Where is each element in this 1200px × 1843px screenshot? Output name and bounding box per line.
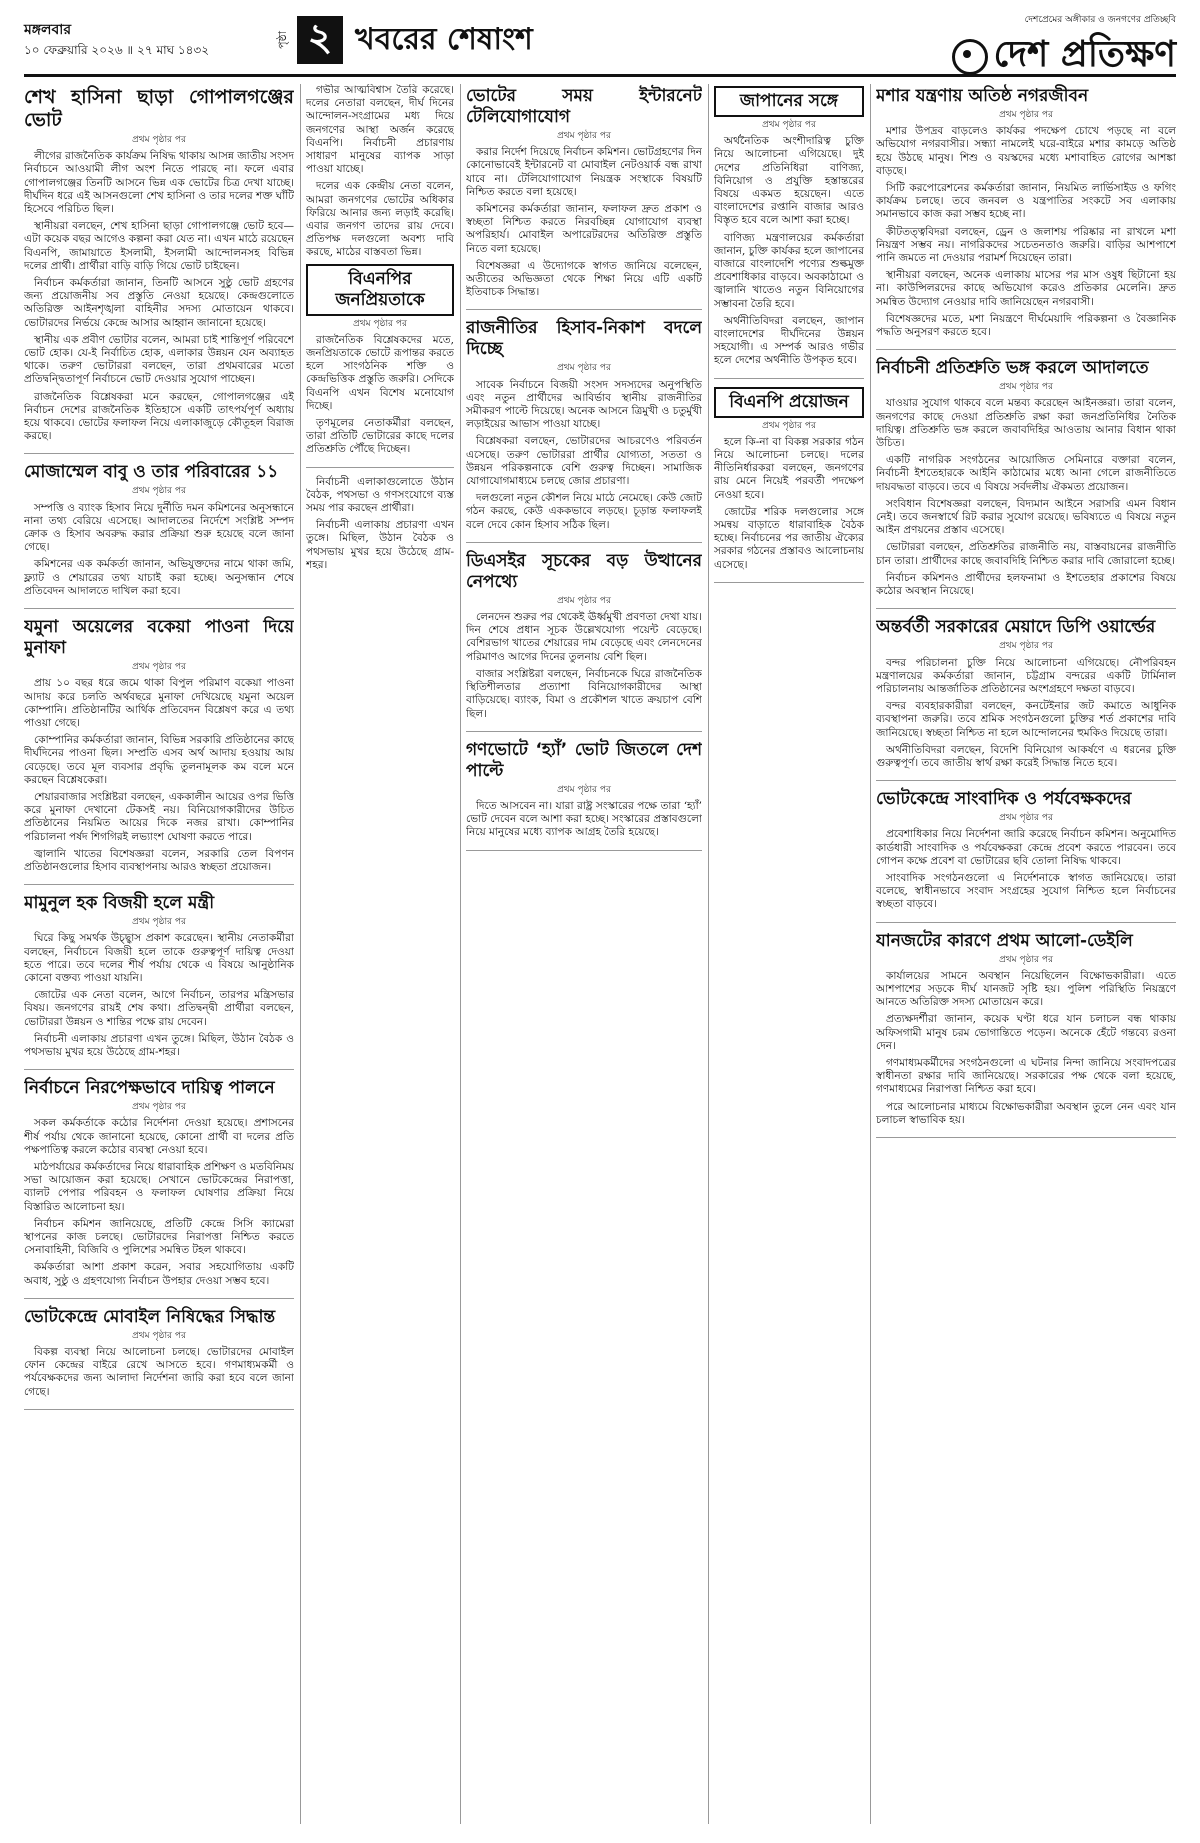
- article-paragraph: প্রত্যক্ষদর্শীরা জানান, কয়েক ঘণ্টা ধরে যান চলাচল বন্ধ থাকায় অফিসগামী মানুষ চরম ভোগান্তিতে পড়েন। অনেকে হেঁটে গন্তব্যে রওনা দেন।: [876, 1013, 1176, 1052]
- article-byline: প্রথম পৃষ্ঠার পর: [762, 420, 816, 431]
- article-mozammel-babu: [24, 462, 294, 609]
- article-byline: প্রথম পৃষ্ঠার পর: [132, 135, 186, 145]
- article-byline: প্রথম পৃষ্ঠার পর: [557, 595, 611, 606]
- column-1: [24, 84, 294, 1824]
- article-paragraph: লেনদেন শুরুর পর থেকেই ঊর্ধ্বমুখী প্রবণতা দেখা যায়। দিন শেষে প্রধান সূচক উল্লেখযোগ্য পয়েন্ট বেড়েছে। বেশিরভাগ খাতের শেয়ারের দাম বেড়েছে এবং লেনদেনের পরিমাণও আগের দিনের তুলনায় বেশি ছিল।: [466, 611, 702, 663]
- article-paragraph: অর্থনীতিবিদরা বলছেন, বিদেশি বিনিয়োগ আকর্ষণে এ ধরনের চুক্তি গুরুত্বপূর্ণ। তবে জাতীয় স্বার্থ রক্ষা করেই সিদ্ধান্ত নিতে হবে।: [876, 743, 1176, 769]
- article-mosquito: [876, 86, 1176, 350]
- article-paragraph: নির্বাচন কমিশন জানিয়েছে, প্রতিটি কেন্দ্রে সিসি ক্যামেরা স্থাপনের কাজ চলছে। ভোটারদের নিরাপত্তা নিশ্চিত করতে সেনাবাহিনী, বিজিবি ও পুলিশের সমন্বিত টহল থাকবে।: [24, 1217, 294, 1257]
- article-byline: প্রথম পৃষ্ঠার পর: [132, 917, 186, 928]
- issue-day: মঙ্গলবার: [24, 22, 72, 38]
- logo-text: দেশ প্রতিক্ষণ: [993, 34, 1176, 75]
- article-headline: অন্তর্বর্তী সরকারের মেয়াদে ডিপি ওয়ার্ল্ডের: [876, 617, 1156, 638]
- article-byline: প্রথম পৃষ্ঠার পর: [132, 1102, 186, 1113]
- article-byline: প্রথম পৃষ্ঠার পর: [557, 363, 611, 374]
- article-paragraph: প্রায় ১০ বছর ধরে জমে থাকা বিপুল পরিমাণ বকেয়া পাওনা আদায় করে চলতি অর্থবছরে মুনাফা দেখিয়েছে যমুনা অয়েল কোম্পানি। প্রতিষ্ঠানটির আর্থিক প্রতিবেদন বিশ্লেষণ করে এ তথ্য পাওয়া গেছে।: [24, 677, 294, 729]
- column-rule: [460, 84, 461, 1824]
- page-number: ২: [297, 16, 343, 64]
- article-headline: যানজটের কারণে প্রথম আলো-ডেইলি: [876, 930, 1133, 951]
- column-5: [876, 84, 1176, 1824]
- article-paragraph: সংবিধান বিশেষজ্ঞরা বলছেন, বিদ্যমান আইনে সরাসরি এমন বিধান নেই। তবে জনস্বার্থে রিট করার সুযোগ রয়েছে। ভবিষ্যতে এ বিষয়ে নতুন আইন প্রণয়নের প্রস্তাব এসেছে।: [876, 497, 1176, 537]
- article-paragraph: অর্থনীতিবিদরা বলছেন, জাপান বাংলাদেশের দীর্ঘদিনের উন্নয়ন সহযোগী। এ সম্পর্ক আরও গভীর হলে দেশের অর্থনীতি উপকৃত হবে।: [714, 314, 864, 367]
- article-paragraph: বিশেষজ্ঞদের মতে, মশা নিয়ন্ত্রণে দীর্ঘমেয়াদি পরিকল্পনা ও বৈজ্ঞানিক পদ্ধতি অনুসরণ করতে হবে।: [876, 312, 1176, 339]
- article-paragraph: মশার উপদ্রব বাড়লেও কার্যকর পদক্ষেপ চোখে পড়ছে না বলে অভিযোগ নগরবাসীর। সন্ধ্যা নামলেই ঘরে-বাইরে মশার কামড়ে অতিষ্ঠ হয়ে উঠছে মানুষ। শিশু ও বয়স্কদের মধ্যে মশাবাহিত রোগের আশঙ্কা বাড়ছে।: [876, 125, 1176, 177]
- article-paragraph: বন্দর পরিচালনা চুক্তি নিয়ে আলোচনা এগিয়েছে। নৌপরিবহন মন্ত্রণালয়ের কর্মকর্তারা জানান, চট্টগ্রাম বন্দরের একটি টার্মিনাল পরিচালনায় আন্তর্জাতিক প্রতিষ্ঠানের অংশগ্রহণে দক্ষতা বাড়বে।: [876, 656, 1176, 695]
- article-byline: প্রথম পৃষ্ঠার পর: [999, 110, 1053, 120]
- column-rule: [870, 84, 871, 1824]
- article-headline: মোজাম্মেল বাবু ও তার পরিবারের ১১: [24, 462, 279, 483]
- article-paragraph: সিটি করপোরেশনের কর্মকর্তারা জানান, নিয়মিত লার্ভিসাইড ও ফগিং কার্যক্রম চলছে। তবে জনবল ও যন্ত্রপাতির সংকটে সব এলাকায় সমানভাবে কাজ করা সম্ভব হচ্ছে না।: [876, 182, 1176, 221]
- article-politics-calculus: [466, 318, 702, 542]
- article-paragraph: বাজার সংশ্লিষ্টরা বলছেন, নির্বাচনকে ঘিরে রাজনৈতিক স্থিতিশীলতার প্রত্যাশা বিনিয়োগকারীদের আস্থা বাড়িয়েছে। ব্যাংক, বিমা ও প্রকৌশল খাতে ক্রয়চাপ বেশি ছিল।: [466, 667, 702, 720]
- article-paragraph: স্থানীয় এক প্রবীণ ভোটার বলেন, আমরা চাই শান্তিপূর্ণ পরিবেশে ভোট হোক। যে-ই নির্বাচিত হোক, এলাকার উন্নয়ন যেন অব্যাহত থাকে। তরুণ ভোটাররা বলছেন, তারা প্রথমবারের মতো প্রতিদ্বন্দ্বিতাপূর্ণ নির্বাচনে ভোট দেওয়ার সুযোগ পাচ্ছেন।: [24, 333, 294, 386]
- article-jamuna-oil: [24, 617, 294, 885]
- article-paragraph: নির্বাচনী এলাকাগুলোতে উঠান বৈঠক, পথসভা ও গণসংযোগে ব্যস্ত সময় পার করছেন প্রার্থীরা।: [306, 475, 454, 515]
- article-headline: মশার যন্ত্রণায় অতিষ্ঠ নগরজীবন: [876, 86, 1089, 106]
- article-dse-index: [466, 551, 702, 732]
- article-paragraph: বিশ্লেষকরা বলছেন, ভোটারদের আচরণেও পরিবর্তন এসেছে। তরুণ ভোটাররা প্রার্থীর যোগ্যতা, সততা ও উন্নয়ন পরিকল্পনাকে বেশি গুরুত্ব দিচ্ছেন। সামাজিক যোগাযোগমাধ্যমে চলছে জোর প্রচারণা।: [466, 435, 702, 488]
- article-paragraph: দলগুলো নতুন কৌশল নিয়ে মাঠে নেমেছে। কেউ জোট গঠন করছে, কেউ এককভাবে লড়ছে। চূড়ান্ত ফলাফলই বলে দেবে কোন হিসাব সঠিক ছিল।: [466, 492, 702, 531]
- article-mobile-ban: [24, 1307, 294, 1410]
- page-label: পৃষ্ঠা: [276, 31, 289, 49]
- article-paragraph: লীগের রাজনৈতিক কার্যক্রম নিষিদ্ধ থাকায় আসন্ন জাতীয় সংসদ নির্বাচনে আওয়ামী লীগ অংশ নিতে পারছে না। ফলে এবার গোপালগঞ্জের তিনটি আসনে ভিন্ন এক ভোটের চিত্র দেখা যাচ্ছে। দীর্ঘদিন ধরে এই আসনগুলো শেখ হাসিনা ও তার দলের শক্ত ঘাঁটি হিসেবে পরিচিত ছিল।: [24, 150, 294, 216]
- article-promise-court: [876, 358, 1176, 609]
- brand: [952, 12, 1176, 87]
- article-paragraph: সাংবাদিক সংগঠনগুলো এ নির্দেশনাকে স্বাগত জানিয়েছে। তারা বলেছে, স্বাধীনভাবে সংবাদ সংগ্রহের সুযোগ নিশ্চিত হলে নির্বাচনের স্বচ্ছতা বাড়বে।: [876, 871, 1176, 911]
- article-byline: প্রথম পৃষ্ঠার পর: [557, 784, 611, 795]
- article-paragraph: অর্থনৈতিক অংশীদারিত্ব চুক্তি নিয়ে আলোচনা এগিয়েছে। দুই দেশের প্রতিনিধিরা বাণিজ্য, বিনিয়োগ ও প্রযুক্তি হস্তান্তরের বিষয়ে একমত হয়েছেন। এতে বাংলাদেশের রপ্তানি বাজার আরও বিস্তৃত হবে বলে আশা করা হচ্ছে।: [714, 135, 864, 227]
- article-headline: শেখ হাসিনা ছাড়া গোপালগঞ্জের ভোট: [24, 86, 294, 131]
- brand-tagline: দেশপ্রেমের অঙ্গীকার ও জনগণের প্রতিচ্ছবি: [1024, 15, 1176, 25]
- article-mamunul-haque: [24, 893, 294, 1070]
- article-paragraph: শেয়ারবাজার সংশ্লিষ্টরা বলছেন, এককালীন আয়ের ওপর ভিত্তি করে মুনাফা দেখানো টেকসই নয়। বিনিয়োগকারীদের উচিত প্রতিষ্ঠানের নিয়মিত আয়ের দিকে নজর রাখা। কোম্পানির পরিচালনা পর্ষদ শিগগিরই লভ্যাংশ ঘোষণা করতে পারে।: [24, 790, 294, 843]
- article-byline: প্রথম পৃষ্ঠার পর: [132, 1330, 186, 1341]
- article-paragraph: জোটের এক নেতা বলেন, আগে নির্বাচন, তারপর মন্ত্রিসভার বিষয়। জনগণের রায়ই শেষ কথা। প্রতিদ্বন্দ্বী প্রার্থীরা বলছেন, ভোটাররা উন্নয়ন ও শান্তির পক্ষে রায় দেবেন।: [24, 989, 294, 1028]
- section-title: খবরের শেষাংশ: [355, 21, 533, 57]
- article-paragraph: কর্মকর্তারা আশা প্রকাশ করেন, সবার সহযোগিতায় একটি অবাধ, সুষ্ঠু ও গ্রহণযোগ্য নির্বাচন উপহার দেওয়া সম্ভব হবে।: [24, 1261, 294, 1287]
- article-paragraph: ঘিরে কিছু সমর্থক উচ্ছ্বাস প্রকাশ করেছেন। স্থানীয় নেতাকর্মীরা বলছেন, নির্বাচনে বিজয়ী হলে তাকে গুরুত্বপূর্ণ দায়িত্ব দেওয়া হতে পারে। তবে দলের শীর্ষ পর্যায় থেকে এ বিষয়ে আনুষ্ঠানিক কোনো বক্তব্য পাওয়া যায়নি।: [24, 932, 294, 984]
- article-paragraph: বিশেষজ্ঞরা এ উদ্যোগকে স্বাগত জানিয়ে বলেছেন, অতীতের অভিজ্ঞতা থেকে শিক্ষা নিয়ে এটি একটি ইতিবাচক সিদ্ধান্ত।: [466, 259, 702, 299]
- article-paragraph: কমিশনের এক কর্মকর্তা জানান, অভিযুক্তদের নামে থাকা জমি, ফ্ল্যাট ও শেয়ারের তথ্য যাচাই করা হচ্ছে। অনুসন্ধান শেষে প্রতিবেদন আদালতে দাখিল করা হবে।: [24, 558, 294, 597]
- article-headline: বিএনপি প্রয়োজন: [714, 387, 864, 418]
- article-paragraph: দলের এক কেন্দ্রীয় নেতা বলেন, আমরা জনগণের ভোটের অধিকার ফিরিয়ে আনার জন্য লড়াই করেছি। এবার জনগণ তাদের রায় দেবে। প্রতিপক্ষ দলগুলো অবশ্য দাবি করছে, মাঠের বাস্তবতা ভিন্ন।: [306, 180, 454, 259]
- article-headline: ভোটকেন্দ্রে মোবাইল নিষিদ্ধের সিদ্ধান্ত: [24, 1306, 276, 1327]
- article-headline: রাজনীতির হিসাব-নিকাশ বদলে দিচ্ছে: [466, 318, 702, 360]
- article-paragraph: গভীর আত্মবিশ্বাস তৈরি করেছে। দলের নেতারা বলছেন, দীর্ঘ দিনের আন্দোলন-সংগ্রামের মধ্য দিয়ে জনগণের আস্থা অর্জন করেছে বিএনপি। নির্বাচনী প্রচারণায় সাধারণ মানুষের ব্যাপক সাড়া পাওয়া যাচ্ছে।: [306, 84, 454, 176]
- article-paragraph: তৃণমূলের নেতাকর্মীরা বলছেন, তারা প্রতিটি ভোটারের কাছে দলের প্রতিশ্রুতি পৌঁছে দিচ্ছেন।: [306, 417, 454, 456]
- article-paragraph: নির্বাচনী এলাকায় প্রচারণা এখন তুঙ্গে। মিছিল, উঠান বৈঠক ও পথসভায় মুখর হয়ে উঠেছে গ্রাম-শহর।: [24, 1032, 294, 1058]
- article-referendum: [466, 740, 702, 851]
- article-paragraph: কমিশনের কর্মকর্তারা জানান, ফলাফল দ্রুত প্রকাশ ও স্বচ্ছতা নিশ্চিত করতে নিরবচ্ছিন্ন যোগাযোগ ব্যবস্থা অপরিহার্য। মোবাইল অপারেটরদের অতিরিক্ত প্রস্তুতি নিতে বলা হয়েছে।: [466, 203, 702, 255]
- article-neutral-duty: [24, 1078, 294, 1299]
- article-paragraph: বিকল্প ব্যবস্থা নিয়ে আলোচনা চলছে। ভোটারদের মোবাইল ফোন কেন্দ্রের বাইরে রেখে আসতে হবে। গণমাধ্যমকর্মী ও পর্যবেক্ষকদের জন্য আলাদা নির্দেশনা জারি করা হবে বলে জানা গেছে।: [24, 1346, 294, 1398]
- article-paragraph: দিতে আসবেন না। যারা রাষ্ট্র সংস্কারের পক্ষে তারা ‘হ্যাঁ’ ভোট দেবেন বলে আশা করা হচ্ছে। সংস্কারের প্রস্তাবগুলো নিয়ে মানুষের মধ্যে ব্যাপক আগ্রহ তৈরি হয়েছে।: [466, 799, 702, 839]
- brand-logo: [952, 27, 1176, 87]
- article-paragraph: জোটের শরিক দলগুলোর সঙ্গে সমন্বয় বাড়াতে ধারাবাহিক বৈঠক হচ্ছে। নির্বাচনের পর জাতীয় ঐক্যের সরকার গঠনের প্রস্তাবও আলোচনায় এসেছে।: [714, 505, 864, 571]
- article-paragraph: কার্যালয়ের সামনে অবস্থান নিয়েছিলেন বিক্ষোভকারীরা। এতে আশপাশের সড়কে দীর্ঘ যানজট সৃষ্টি হয়। পুলিশ পরিস্থিতি নিয়ন্ত্রণে আনতে অতিরিক্ত সদস্য মোতায়েন করে।: [876, 969, 1176, 1009]
- article-byline: প্রথম পৃষ্ঠার পর: [132, 486, 186, 497]
- article-byline: প্রথম পৃষ্ঠার পর: [353, 318, 407, 329]
- article-byline: প্রথম পৃষ্ঠার পর: [999, 954, 1053, 965]
- issue-date: ১০ ফেব্রুয়ারি ২০২৬ ॥ ২৭ মাঘ ১৪৩২: [24, 43, 210, 57]
- column-4: [714, 84, 864, 1824]
- column-3: [466, 84, 702, 1824]
- article-paragraph: বাণিজ্য মন্ত্রণালয়ের কর্মকর্তারা জানান, চুক্তি কার্যকর হলে জাপানের বাজারে বাংলাদেশি পণ্যের শুল্কমুক্ত প্রবেশাধিকার বাড়বে। অবকাঠামো ও জ্বালানি খাতেও নতুন বিনিয়োগের সম্ভাবনা তৈরি হবে।: [714, 231, 864, 310]
- article-bnp-popularity: [306, 264, 454, 468]
- article-paragraph: প্রবেশাধিকার নিয়ে নির্দেশনা জারি করেছে নির্বাচন কমিশন। অনুমোদিত কার্ডধারী সাংবাদিক ও পর্যবেক্ষকরা কেন্দ্রে প্রবেশ করতে পারবেন। তবে গোপন কক্ষে প্রবেশ বা ভোটারের ছবি তোলা নিষিদ্ধ থাকবে।: [876, 828, 1176, 867]
- article-journalists: [876, 789, 1176, 922]
- article-headline: নির্বাচনে নিরপেক্ষভাবে দায়িত্ব পালনে: [24, 1078, 275, 1099]
- page-indicator: [274, 16, 533, 64]
- article-paragraph: একটি নাগরিক সংগঠনের আয়োজিত সেমিনারে বক্তারা বলেন, নির্বাচনী ইশতেহারকে আইনি কাঠামোর মধ্যে আনা গেলে রাজনীতিতে দায়বদ্ধতা বাড়বে। তবে এ বিষয়ে সর্বদলীয় ঐকমত্য প্রয়োজন।: [876, 454, 1176, 493]
- logo-icon: [952, 39, 988, 75]
- article-paragraph: পরে আলোচনার মাধ্যমে বিক্ষোভকারীরা অবস্থান তুলে নেন এবং যান চলাচল স্বাভাবিক হয়।: [876, 1100, 1176, 1126]
- article-byline: প্রথম পৃষ্ঠার পর: [762, 120, 816, 130]
- article-byline: প্রথম পৃষ্ঠার পর: [999, 641, 1053, 652]
- article-headline: ভোটের সময় ইন্টারনেট টেলিযোগাযোগ: [466, 86, 702, 127]
- article-paragraph: স্থানীয়রা বলছেন, অনেক এলাকায় মাসের পর মাস ওষুধ ছিটানো হয় না। কাউন্সিলরদের কাছে অভিযোগ করেও প্রতিকার মেলেনি। দ্রুত সমন্বিত উদ্যোগ নেওয়ার দাবি জানিয়েছেন নগরবাসী।: [876, 269, 1176, 308]
- article-paragraph: রাজনৈতিক বিশ্লেষকরা মনে করছেন, গোপালগঞ্জের এই নির্বাচন দেশের রাজনৈতিক ইতিহাসে একটি তাৎপর্যপূর্ণ অধ্যায় হয়ে থাকবে। ভোটের ফলাফল নিয়ে এলাকাজুড়ে কৌতূহল বিরাজ করছে।: [24, 390, 294, 443]
- article-paragraph: সাবেক নির্বাচনে বিজয়ী সংসদ সদস্যদের অনুপস্থিতি এবং নতুন প্রার্থীদের আবির্ভাব স্থানীয় রাজনীতির সমীকরণ পাল্টে দিয়েছে। অনেক আসনে ত্রিমুখী ও চতুর্মুখী লড়াইয়ের আভাস পাওয়া যাচ্ছে।: [466, 378, 702, 431]
- article-paragraph: জ্বালানি খাতের বিশেষজ্ঞরা বলেন, সরকারি তেল বিপণন প্রতিষ্ঠানগুলোর হিসাব ব্যবস্থাপনায় আরও স্বচ্ছতা প্রয়োজন।: [24, 847, 294, 873]
- article-paragraph: মাঠপর্যায়ের কর্মকর্তাদের নিয়ে ধারাবাহিক প্রশিক্ষণ ও মতবিনিময় সভা আয়োজন করা হয়েছে। সেখানে ভোটকেন্দ্রের নিরাপত্তা, ব্যালট পেপার পরিবহন ও ফলাফল ঘোষণার প্রক্রিয়া নিয়ে বিস্তারিত আলোচনা হয়।: [24, 1160, 294, 1213]
- article-paragraph: করার নির্দেশ দিয়েছে নির্বাচন কমিশন। ভোটগ্রহণের দিন কোনোভাবেই ইন্টারনেট বা মোবাইল নেটওয়ার্ক বন্ধ রাখা যাবে না। টেলিযোগাযোগ নিয়ন্ত্রক সংস্থাকে বিষয়টি নিশ্চিত করতে বলা হয়েছে।: [466, 146, 702, 198]
- article-byline: প্রথম পৃষ্ঠার পর: [999, 382, 1053, 393]
- article-paragraph: কোম্পানির কর্মকর্তারা জানান, বিভিন্ন সরকারি প্রতিষ্ঠানের কাছে দীর্ঘদিনের পাওনা ছিল। সম্প্রতি এসব অর্থ আদায় হওয়ায় আয় বেড়েছে। তবে মূল ব্যবসার প্রবৃদ্ধি তুলনামূলক কম বলে মনে করছেন বিশ্লেষকেরা।: [24, 734, 294, 786]
- masthead: [24, 12, 1176, 77]
- article-paragraph: নির্বাচন কর্মকর্তারা জানান, তিনটি আসনে সুষ্ঠু ভোট গ্রহণের জন্য প্রয়োজনীয় সব প্রস্তুতি নেওয়া হয়েছে। কেন্দ্রগুলোতে অতিরিক্ত আইনশৃঙ্খলা বাহিনীর সদস্য মোতায়েন থাকবে। ভোটারদের নির্ভয়ে কেন্দ্রে আসার আহ্বান জানানো হয়েছে।: [24, 277, 294, 329]
- article-headline: ভোটকেন্দ্রে সাংবাদিক ও পর্যবেক্ষকদের: [876, 789, 1132, 810]
- article-byline: প্রথম পৃষ্ঠার পর: [557, 131, 611, 141]
- article-paragraph: কীটতত্ত্ববিদরা বলছেন, ড্রেন ও জলাশয় পরিষ্কার না রাখলে মশা নিয়ন্ত্রণ সম্ভব নয়। নাগরিকদের সচেতনতাও জরুরি। বাড়ির আশপাশে পানি জমতে না দেওয়ার পরামর্শ দিয়েছেন তারা।: [876, 225, 1176, 265]
- article-paragraph: সম্পত্তি ও ব্যাংক হিসাব নিয়ে দুর্নীতি দমন কমিশনের অনুসন্ধানে নানা তথ্য বেরিয়ে এসেছে। আদালতের নির্দেশে সংশ্লিষ্ট সম্পদ ক্রোক ও হিসাব অবরুদ্ধ করার প্রক্রিয়া শুরু হয়েছে বলে জানা গেছে।: [24, 501, 294, 554]
- article-paragraph: হলে কি-না বা বিকল্প সরকার গঠন নিয়ে আলোচনা চলছে। দলের নীতিনির্ধারকরা বলছেন, জনগণের রায় মেনে নিয়েই পরবর্তী পদক্ষেপ নেওয়া হবে।: [714, 435, 864, 501]
- article-byline: প্রথম পৃষ্ঠার পর: [999, 813, 1053, 824]
- article-headline: নির্বাচনী প্রতিশ্রুতি ভঙ্গ করলে আদালতে: [876, 358, 1149, 379]
- article-dp-world: [876, 617, 1176, 781]
- article-paragraph: বন্দর ব্যবহারকারীরা বলছেন, কনটেইনার জট কমাতে আধুনিক ব্যবস্থাপনা জরুরি। তবে শ্রমিক সংগঠনগুলো চুক্তির শর্ত প্রকাশের দাবি জানিয়েছে। স্বচ্ছতা নিশ্চিত না হলে আন্দোলনের হুমকিও দিয়েছে তারা।: [876, 700, 1176, 739]
- article-bnp-need: [714, 387, 864, 583]
- article-byline: প্রথম পৃষ্ঠার পর: [132, 662, 186, 673]
- article-headline: গণভোটে ‘হ্যাঁ’ ভোট জিতলে দেশ পাল্টে: [466, 739, 702, 781]
- article-paragraph: সকল কর্মকর্তাকে কঠোর নির্দেশনা দেওয়া হয়েছে। প্রশাসনের শীর্ষ পর্যায় থেকে জানানো হয়েছে, কোনো প্রার্থী বা দলের প্রতি পক্ষপাতিত্ব করলে কঠোর ব্যবস্থা নেওয়া হবে।: [24, 1117, 294, 1156]
- article-internet: [466, 86, 702, 310]
- article-paragraph: গণমাধ্যমকর্মীদের সংগঠনগুলো এ ঘটনার নিন্দা জানিয়ে সংবাদপত্রের স্বাধীনতা রক্ষার দাবি জানিয়েছে। সরকারের পক্ষ থেকে বলা হয়েছে, গণমাধ্যমের নিরাপত্তা নিশ্চিত করা হবে।: [876, 1056, 1176, 1096]
- article-paragraph: নির্বাচনী এলাকায় প্রচারণা এখন তুঙ্গে। মিছিল, উঠান বৈঠক ও পথসভায় মুখর হয়ে উঠেছে গ্রাম-শহর।: [306, 519, 454, 571]
- column-rule: [300, 84, 301, 1824]
- article-paragraph: রাজনৈতিক বিশ্লেষকদের মতে, জনপ্রিয়তাকে ভোটে রূপান্তর করতে হলে সাংগঠনিক শক্তি ও কেন্দ্রভিত্তিক প্রস্তুতি জরুরি। সেদিকে বিএনপি এখন বিশেষ মনোযোগ দিচ্ছে।: [306, 333, 454, 412]
- article-paragraph: যাওয়ার সুযোগ থাকবে বলে মন্তব্য করেছেন আইনজ্ঞরা। তারা বলেন, জনগণের কাছে দেওয়া প্রতিশ্রুতি রক্ষা করা জনপ্রতিনিধির নৈতিক দায়িত্ব। প্রতিশ্রুতি ভঙ্গ করলে জবাবদিহির আওতায় আনার বিধান থাকা উচিত।: [876, 397, 1176, 450]
- article-headline: মামুনুল হক বিজয়ী হলে মন্ত্রী: [24, 893, 215, 914]
- article-headline: জাপানের সঙ্গে: [714, 86, 864, 117]
- column-rule: [708, 84, 709, 1824]
- article-headline: বিএনপির জনপ্রিয়তাকে: [306, 264, 454, 316]
- article-japan: [714, 86, 864, 379]
- article-paragraph: নির্বাচন কমিশনও প্রার্থীদের হলফনামা ও ইশতেহার প্রকাশের বিষয়ে কঠোর অবস্থান নিয়েছে।: [876, 571, 1176, 598]
- article-traffic-jam: [876, 931, 1176, 1138]
- article-headline: ডিএসইর সূচকের বড় উত্থানের নেপথ্যে: [466, 550, 702, 592]
- column-2: [306, 84, 454, 1824]
- article-headline: যমুনা অয়েলের বকেয়া পাওনা দিয়ে মুনাফা: [24, 617, 294, 659]
- article-paragraph: স্থানীয়রা বলছেন, শেখ হাসিনা ছাড়া গোপালগঞ্জে ভোট হবে—এটা কয়েক বছর আগেও কল্পনা করা যেত না। এখন মাঠে রয়েছেন বিএনপি, জামায়াতে ইসলামী, ইসলামী আন্দোলনসহ বিভিন্ন দলের প্রার্থী। প্রার্থীরা বাড়ি বাড়ি গিয়ে ভোট চাইছেন।: [24, 220, 294, 272]
- article-paragraph: ভোটাররা বলছেন, প্রতিশ্রুতির রাজনীতি নয়, বাস্তবায়নের রাজনীতি চান তারা। প্রার্থীদের কাছে জবাবদিহি নিশ্চিত করার দাবি জোরালো হচ্ছে।: [876, 541, 1176, 567]
- article-hasina-gopalganj: [24, 86, 294, 454]
